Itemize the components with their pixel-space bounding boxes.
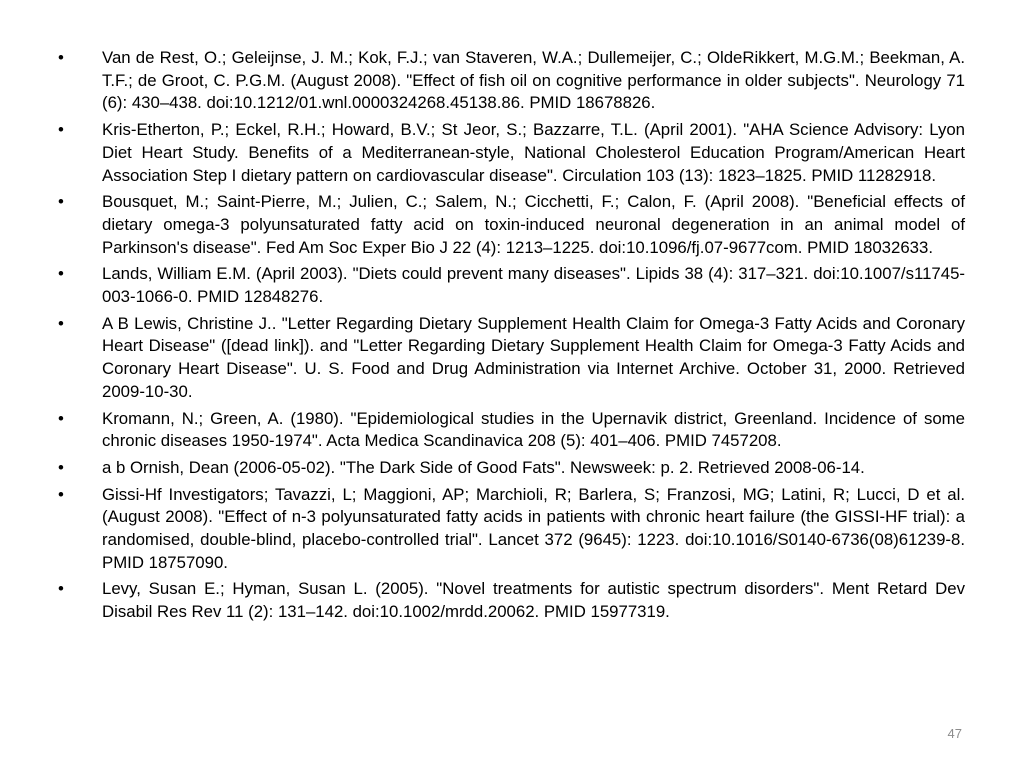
- bullet-icon: •: [58, 457, 64, 477]
- reference-text: a b Ornish, Dean (2006-05-02). "The Dark Side of Good Fats". Newsweek: p. 2. Retrieved 2008-06-14.: [102, 457, 865, 477]
- reference-item: [58, 47, 965, 115]
- reference-text: Van de Rest, O.; Geleijnse, J. M.; Kok, F.J.; van Staveren, W.A.; Dullemeijer, C.; OldeRikkert, M.G.M.; Beekman, A. T.F.; de Groot, C. P.G.M. (August 2008). "Effect of fish oil on cognitive performance in older subjects". Neurology 71 (6): 430–438. doi:10.1212/01.wnl.0000324268.45138.86. PMID 18678826.: [102, 48, 965, 113]
- bullet-icon: •: [58, 48, 64, 67]
- bullet-icon: •: [58, 579, 64, 599]
- page-number: 47: [947, 726, 962, 741]
- reference-list: [58, 47, 965, 628]
- reference-item: [58, 484, 965, 575]
- bullet-icon: •: [58, 408, 64, 428]
- reference-text: A B Lewis, Christine J.. "Letter Regarding Dietary Supplement Health Claim for Omega-3 Fatty Acids and Coronary Heart Disease" ([dead link]). and "Letter Regarding Dietary Supplement Health Claim for Omega-3 Fatty Acids and Coronary Heart Disease". U. S. Food and Drug Administration via Internet Archive. October 31, 2000. Retrieved 2009-10-30.: [102, 313, 965, 401]
- reference-item: [58, 313, 965, 404]
- reference-item: [58, 119, 965, 187]
- reference-text: Kromann, N.; Green, A. (1980). "Epidemiological studies in the Upernavik district, Greenland. Incidence of some chronic diseases 1950-1974". Acta Medica Scandinavica 208 (5): 401–406. PMID 7457208.: [102, 408, 965, 451]
- reference-item: [58, 191, 965, 259]
- reference-text: Lands, William E.M. (April 2003). "Diets could prevent many diseases". Lipids 38 (4): 317–321. doi:10.1007/s11745-003-1066-0. PMID 12848276.: [102, 264, 965, 307]
- bullet-icon: •: [58, 484, 64, 504]
- reference-item: [58, 263, 965, 308]
- reference-text: Gissi-Hf Investigators; Tavazzi, L; Maggioni, AP; Marchioli, R; Barlera, S; Franzosi, MG; Latini, R; Lucci, D et al. (August 2008). "Effect of n-3 polyunsaturated fatty acids in patients with chronic heart failure (the GISSI-HF trial): a randomised, double-blind, placebo-controlled trial". Lancet 372 (9645): 1223. doi:10.1016/S0140-6736(08)61239-8. PMID 18757090.: [102, 484, 965, 572]
- reference-text: Kris-Etherton, P.; Eckel, R.H.; Howard, B.V.; St Jeor, S.; Bazzarre, T.L. (April 2001). "AHA Science Advisory: Lyon Diet Heart Study. Benefits of a Mediterranean-style, National Cholesterol Education Program/American Heart Association Step I dietary pattern on cardiovascular disease". Circulation 103 (13): 1823–1825. PMID 11282918.: [102, 120, 965, 185]
- bullet-icon: •: [58, 120, 64, 140]
- reference-item: [58, 578, 965, 623]
- bullet-icon: •: [58, 192, 64, 212]
- bullet-icon: •: [58, 313, 64, 333]
- reference-text: Bousquet, M.; Saint-Pierre, M.; Julien, C.; Salem, N.; Cicchetti, F.; Calon, F. (April 2008). "Beneficial effects of dietary omega-3 polyunsaturated fatty acid on toxin-induced neuronal degeneration in an animal model of Parkinson's disease". Fed Am Soc Exper Bio J 22 (4): 1213–1225. doi:10.1096/fj.07-9677com. PMID 18032633.: [102, 192, 965, 257]
- reference-item: [58, 457, 965, 480]
- bullet-icon: •: [58, 264, 64, 284]
- reference-item: [58, 408, 965, 453]
- reference-text: Levy, Susan E.; Hyman, Susan L. (2005). "Novel treatments for autistic spectrum disorders". Ment Retard Dev Disabil Res Rev 11 (2): 131–142. doi:10.1002/mrdd.20062. PMID 15977319.: [102, 579, 965, 622]
